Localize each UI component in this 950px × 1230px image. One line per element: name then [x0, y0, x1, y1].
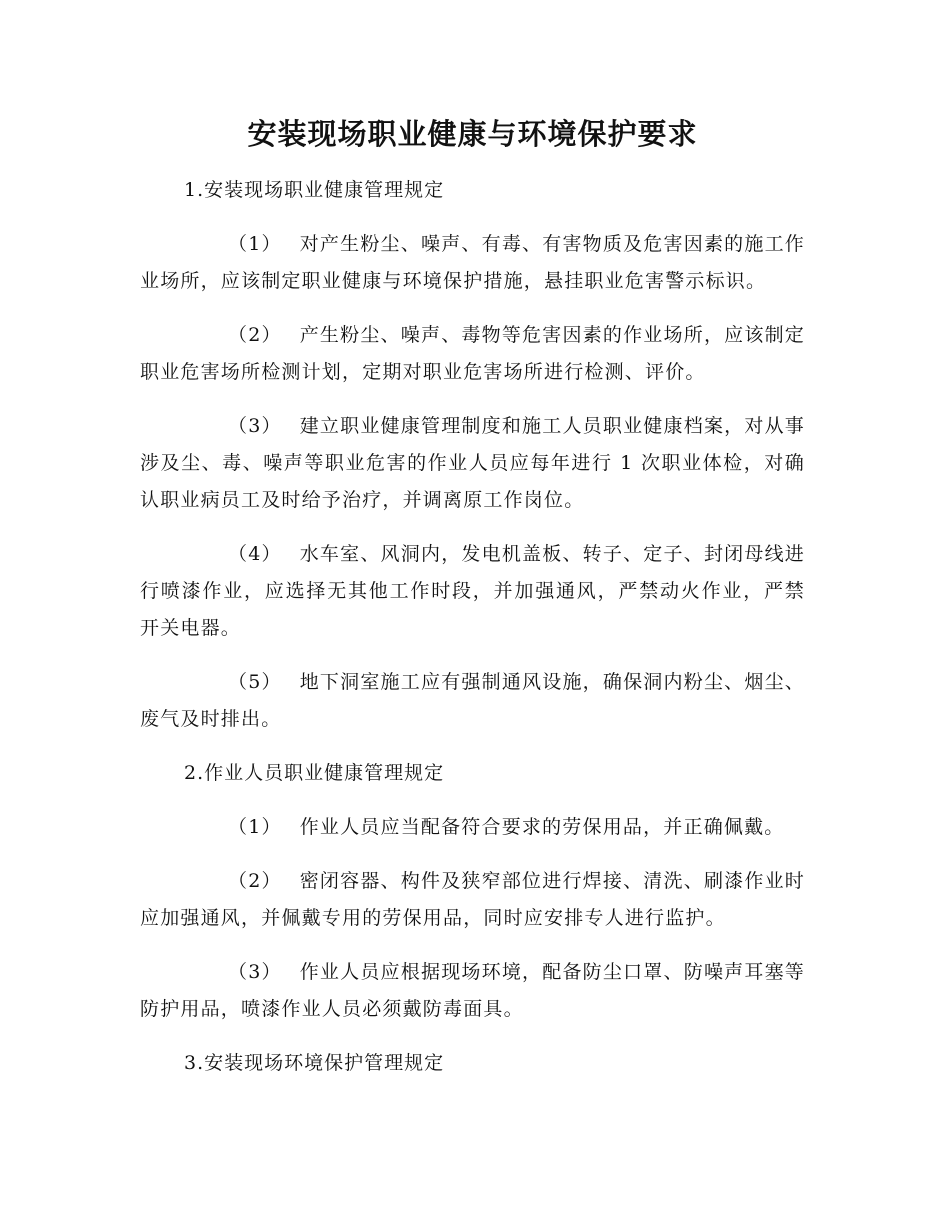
paragraph-1-1 [140, 226, 805, 300]
item-text: 产生粉尘、噪声、毒物等危害因素的作业场所，应该制定职业危害场所检测计划，定期对职业危害场所进行检测、评价。 [140, 324, 805, 383]
item-number: （3） [228, 961, 282, 983]
paragraph-2-1 [140, 809, 805, 846]
item-text: 地下洞室施工应有强制通风设施，确保洞内粉尘、烟尘、废气及时排出。 [140, 671, 805, 730]
item-text: 密闭容器、构件及狭窄部位进行焊接、清洗、刷漆作业时应加强通风，并佩戴专用的劳保用品，同时应安排专人进行监护。 [140, 870, 805, 929]
paragraph-2-2 [140, 863, 805, 937]
section-heading-1: 1.安装现场职业健康管理规定 [184, 179, 445, 201]
item-text: 建立职业健康管理制度和施工人员职业健康档案，对从事涉及尘、毒、噪声等职业危害的作业人员应每年进行 1 次职业体检，对确认职业病员工及时给予治疗，并调离原工作岗位。 [140, 415, 805, 511]
item-number: （1） [228, 816, 282, 838]
item-number: （2） [228, 324, 282, 346]
item-text: 水车室、风洞内，发电机盖板、转子、定子、封闭母线进行喷漆作业，应选择无其他工作时段，并加强通风，严禁动火作业，严禁开关电器。 [140, 543, 805, 639]
paragraph-1-3 [140, 408, 805, 519]
paragraph-1-5 [140, 664, 805, 738]
paragraph-1-4 [140, 536, 805, 647]
item-number: （1） [228, 233, 282, 255]
section-heading-3: 3.安装现场环境保护管理规定 [184, 1052, 445, 1074]
item-text: 作业人员应当配备符合要求的劳保用品，并正确佩戴。 [299, 816, 785, 838]
document-title: 安装现场职业健康与环境保护要求 [247, 117, 698, 151]
item-number: （5） [228, 671, 282, 693]
item-number: （2） [228, 870, 282, 892]
item-number: （4） [228, 543, 282, 565]
paragraph-2-3 [140, 954, 805, 1028]
item-number: （3） [228, 415, 282, 437]
item-text: 对产生粉尘、噪声、有毒、有害物质及危害因素的施工作业场所，应该制定职业健康与环境保护措施，悬挂职业危害警示标识。 [140, 233, 805, 292]
section-heading-2: 2.作业人员职业健康管理规定 [184, 762, 445, 784]
paragraph-1-2 [140, 317, 805, 391]
item-text: 作业人员应根据现场环境，配备防尘口罩、防噪声耳塞等防护用品，喷漆作业人员必须戴防毒面具。 [140, 961, 805, 1020]
document-page [140, 110, 805, 1082]
